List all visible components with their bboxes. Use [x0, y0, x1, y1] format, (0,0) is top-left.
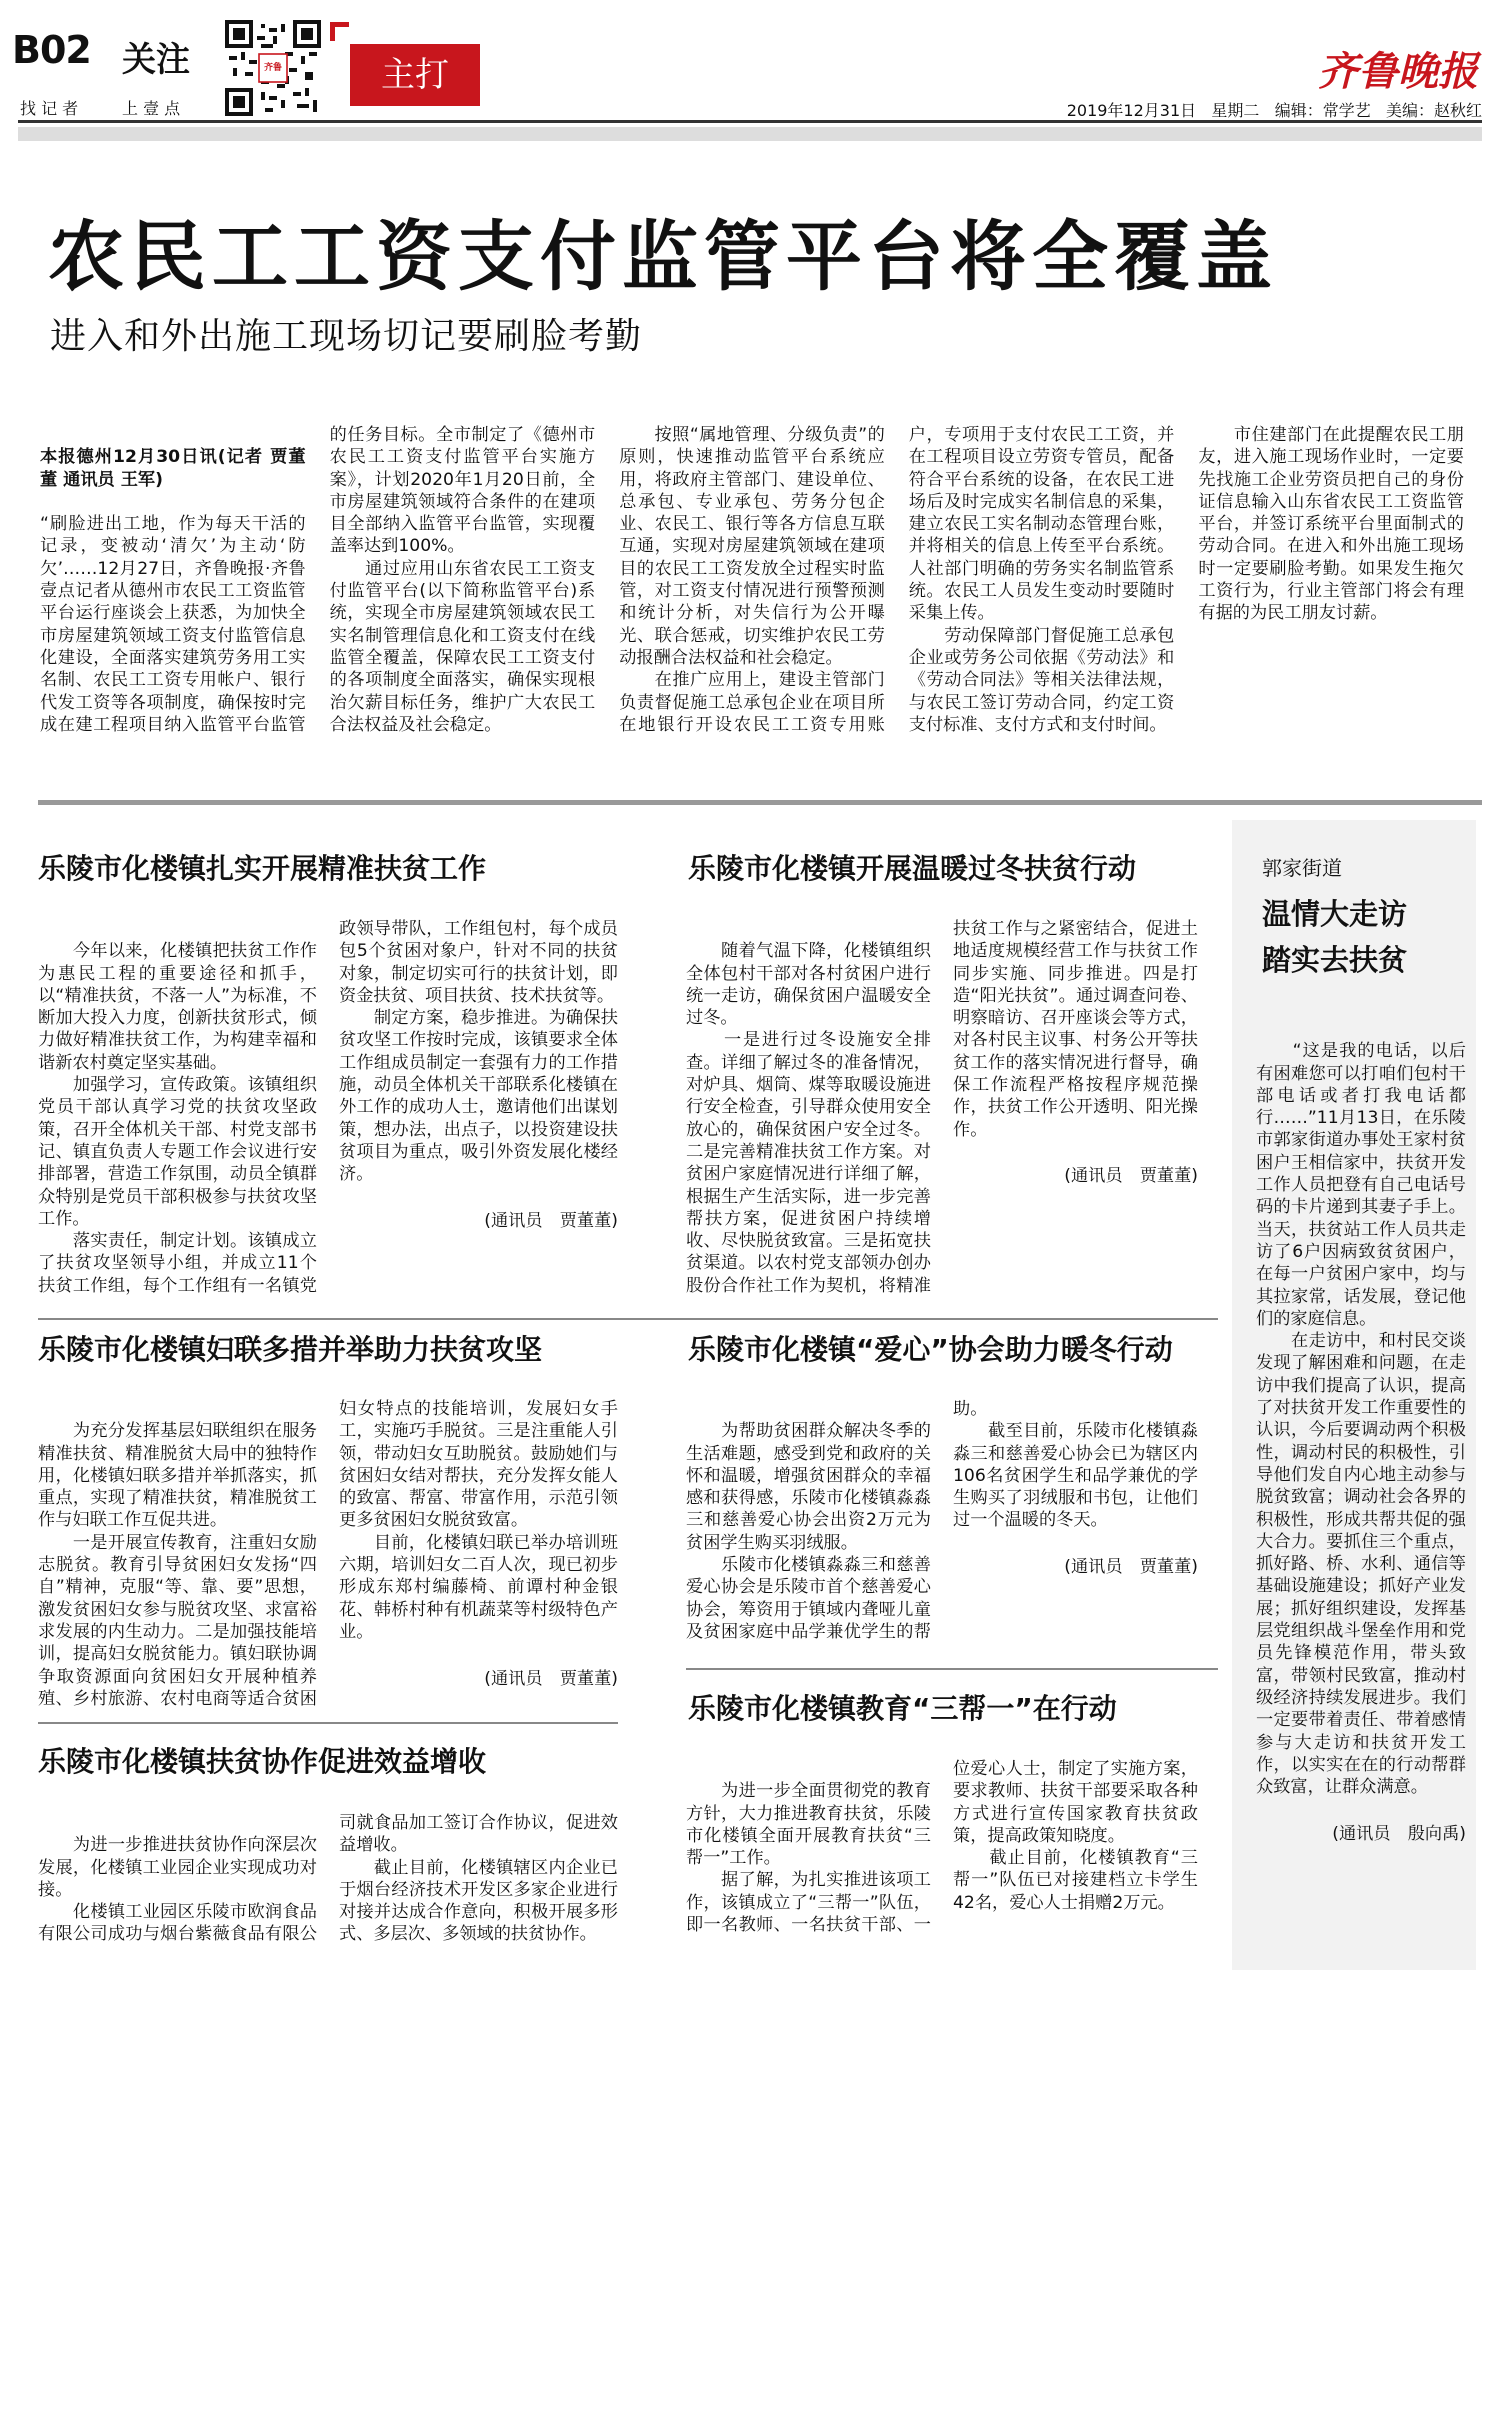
sidebar-title-1: 温情大走访 [1262, 897, 1408, 931]
article-5-body [38, 1812, 618, 1962]
issue-weekday: 星期二 [1211, 101, 1260, 120]
section-name: 关注 [122, 40, 190, 80]
article-4-credit: (通讯员 贾董董) [1064, 1557, 1198, 1578]
qr-code [225, 20, 321, 116]
article-4-body [686, 1398, 1198, 1658]
issue-editor: 编辑：常学艺 [1274, 101, 1371, 120]
article-1-credit: (通讯员 贾董董) [484, 1210, 618, 1231]
article-6-title: 乐陵市化楼镇教育“三帮一”在行动 [688, 1692, 1117, 1725]
newspaper-brand: 齐鲁晚报 [1318, 48, 1478, 95]
header-rule-shadow [18, 127, 1482, 141]
editor-line-left: 找 记 者 [20, 99, 79, 118]
lead-body [40, 424, 1464, 754]
lead-subtitle: 进入和外出施工现场切记要刷脸考勤 [50, 316, 643, 357]
lead-byline: 本报德州12月30日讯(记者 贾董董 通讯员 王军) [40, 447, 306, 490]
editor-line-right: 上 壹 点 [122, 99, 181, 118]
article-3-text: 为充分发挥基层妇联组织在服务精准扶贫、精准脱贫大局中的独特作用，化楼镇妇联多措并举抓落实，抓重点，实现了精准扶贫，精准脱贫工作与妇联工作互促共进。 一是开展宣传教育，注重妇女励志脱贫。教育引导贫困妇女发扬“四自”精神，克服“等、靠、要”思想，激发贫困妇女参与脱贫攻坚、求富裕求发展的内生动力。二是加强技能培训，提高妇女脱贫能力。镇妇联协调争取资源面向贫困妇女开展种植养殖、乡村旅游、农村电商等适合贫困妇女特点的技能培训，发展妇女手工，实施巧手脱贫。三是注重能人引领，带动妇女互助脱贫。鼓励她们与贫困妇女结对帮扶，充分发挥女能人的致富、帮富、带富作用，示范引领更多贫困妇女脱贫致富。 目前，化楼镇妇联已举办培训班六期，培训妇女二百人次，现已初步形成东郑村编藤椅、前谭村种金银花、韩桥村种有机蔬菜等村级特色产业。 [38, 1399, 618, 1709]
lead-divider [38, 800, 1482, 805]
article-3-credit: (通讯员 贾董董) [484, 1668, 618, 1689]
article-row2-divider-right [686, 1668, 1218, 1670]
article-2-body [686, 918, 1198, 1304]
article-6-body [686, 1758, 1198, 1958]
issue-info [1067, 98, 1482, 121]
article-1-title: 乐陵市化楼镇扎实开展精准扶贫工作 [38, 852, 487, 885]
sidebar-body [1256, 1018, 1466, 1958]
article-5-title: 乐陵市化楼镇扶贫协作促进效益增收 [38, 1745, 487, 1778]
article-6-text: 为进一步全面贯彻党的教育方针，大力推进教育扶贫，乐陵市化楼镇全面开展教育扶贫“三帮一”工作。 据了解，为扎实推进该项工作，该镇成立了“三帮一”队伍，即一名教师、一名扶贫干部、一位爱心人士，制定了实施方案，要求教师、扶贫干部要采取各种方式进行宣传国家教育扶贫政策，提高政策知晓度。 截止目前，化楼镇教育“三帮一”队伍已对接建档立卡学生42名，爱心人士捐赠2万元。 [686, 1759, 1198, 1936]
sidebar-credit: (通讯员 殷向禹) [1332, 1823, 1466, 1844]
tag-corner [330, 22, 349, 41]
article-4-title: 乐陵市化楼镇“爱心”协会助力暖冬行动 [688, 1333, 1173, 1366]
article-2-text: 随着气温下降，化楼镇组织全体包村干部对各村贫困户进行统一走访，确保贫困户温暖安全过冬。 一是进行过冬设施安全排查。详细了解过冬的准备情况，对炉具、烟筒、煤等取暖设施进行安全检查，引导群众使用安全放心的，确保贫困户安全过冬。二是完善精准扶贫工作方案。对贫困户家庭情况进行详细了解，根据生产生活实际，进一步完善帮扶方案，促进贫困户持续增收、尽快脱贫致富。三是拓宽扶贫渠道。以农村党支部领办创办股份合作社工作为契机，将精准扶贫工作与之紧密结合，促进土地适度规模经营工作与扶贫工作同步实施、同步推进。四是打造“阳光扶贫”。通过调查问卷、明察暗访、召开座谈会等方式，对各村民主议事、村务公开等扶贫工作的落实情况进行督导，确保工作流程严格按程序规范操作，扶贫工作公开透明、阳光操作。 [686, 919, 1198, 1296]
sidebar-text: “这是我的电话，以后有困难您可以打咱们包村干部电话或者打我电话都行……”11月13日，在乐陵市郭家街道办事处王家村贫困户王相信家中，扶贫开发工作人员把登有自己电话号码的卡片递到其妻子手上。当天，扶贫站工作人员共走访了6户因病致贫贫困户，在每一户贫困户家中，均与其拉家常，话发展，登记他们的家庭信息。 在走访中，和村民交谈发现了解困难和问题，在走访中我们提高了认识，提高了对扶贫开发工作重要性的认识，今后要调动两个积极性，调动村民的积极性，引导他们发自内心地主动参与脱贫致富；调动社会各界的积极性，形成共帮共促的强大合力。要抓住三个重点，抓好路、桥、水利、通信等基础设施建设；抓好产业发展；抓好组织建设，发挥基层党组织战斗堡垒作用和党员先锋模范作用，带头致富，带领村民致富，推动村级经济持续发展进步。我们一定要带着责任、带着感情参与大走访和扶贫开发工作，以实实在在的行动帮群众致富，让群众满意。 [1256, 1041, 1466, 1798]
article-row2-divider-left [38, 1722, 618, 1724]
article-2-title: 乐陵市化楼镇开展温暖过冬扶贫行动 [688, 852, 1137, 885]
tag-main: 主打 [350, 44, 480, 106]
issue-date: 2019年12月31日 [1066, 101, 1197, 120]
lead-text: “刷脸进出工地，作为每天干活的记录，变被动‘清欠’为主动‘防欠’……12月27日，齐鲁晚报·齐鲁壹点记者从德州市农民工工资监管平台运行座谈会上获悉，为加快全市房屋建筑领域工资支付监管信息化建设，全面落实建筑劳务用工实名制、农民工工资专用帐户、银行代发工资等各项制度，确保按时完成在建工程项目纳入监管平台监管的任务目标。全市制定了《德州市农民工工资支付监管平台实施方案》，计划2020年1月20日前，全市房屋建筑领域符合条件的在建项目全部纳入监管平台监管，实现覆盖率达到100%。 通过应用山东省农民工工资支付监管平台(以下简称监管平台)系统，实现全市房屋建筑领域农民工实名制管理信息化和工资支付在线监管全覆盖，保障农民工工资支付的各项制度全面落实，确保实现根治欠薪目标任务，维护广大农民工合法权益及社会稳定。 按照“属地管理、分级负责”的原则，快速推动监管平台系统应用，将政府主管部门、建设单位、总承包、专业承包、劳务分包企业、农民工、银行等各方信息互联互通，实现对房屋建筑领域在建项目的农民工工资发放全过程实时监管，对工资支付情况进行预警预测和统计分析，对失信行为公开曝光、联合惩戒，切实维护农民工劳动报酬合法权益和社会稳定。 在推广应用上，建设主管部门负责督促施工总承包企业在项目所在地银行开设农民工工资专用账户，专项用于支付农民工工资，并在工程项目设立劳资专管员，配备符合平台系统的设备，在农民工进场后及时完成实名制信息的采集，建立农民工实名制动态管理台账，并将相关的信息上传至平台系统。人社部门明确的劳务实名制监管系统。农民工人员发生变动时要随时采集上传。 劳动保障部门督促施工总承包企业或劳务公司依据《劳动法》和《劳动合同法》等相关法律法规，与农民工签订劳动合同，约定工资支付标准、支付方式和支付时间。 市住建部门在此提醒农民工朋友，进入施工现场作业时，一定要先找施工企业劳资员把自己的身份证信息输入山东省农民工工资监管平台，并签订系统平台里面制式的劳动合同。在进入和外出施工现场时一定要刷脸考勤。如果发生拖欠工资行为，行业主管部门将会有理有据的为民工朋友讨薪。 [40, 425, 1464, 735]
issue-designer: 美编：赵秋红 [1385, 101, 1482, 120]
article-4-text: 为帮助贫困群众解决冬季的生活难题，感受到党和政府的关怀和温暖，增强贫困群众的幸福感和获得感，乐陵市化楼镇淼淼三和慈善爱心协会出资2万元为贫困学生购买羽绒服。 乐陵市化楼镇淼淼三和慈善爱心协会是乐陵市首个慈善爱心协会，筹资用于镇域内聋哑儿童及贫困家庭中品学兼优学生的帮助。 截至目前，乐陵市化楼镇淼淼三和慈善爱心协会已为辖区内106名贫困学生和品学兼优的学生购买了羽绒服和书包，让他们过一个温暖的冬天。 [686, 1399, 1198, 1642]
article-5-text: 为进一步推进扶贫协作向深层次发展，化楼镇工业园企业实现成功对接。 化楼镇工业园区乐陵市欧润食品有限公司成功与烟台紫薇食品有限公司就食品加工签订合作协议，促进效益增收。 截止目前，化楼镇辖区内企业已于烟台经济技术开发区多家企业进行对接并达成合作意向，积极开展多形式、多层次、多领域的扶贫协作。 [38, 1813, 618, 1945]
sidebar-kicker: 郭家街道 [1262, 856, 1342, 880]
qr-badge: 齐鲁 [263, 63, 282, 73]
article-2-credit: (通讯员 贾董董) [1064, 1166, 1198, 1187]
article-1-text: 今年以来，化楼镇把扶贫工作作为惠民工程的重要途径和抓手，以“精准扶贫，不落一人”为标准，不断加大投入力度，创新扶贫形式，倾力做好精准扶贫工作，为构建幸福和谐新农村奠定坚实基础。 加强学习，宣传政策。该镇组织党员干部认真学习党的扶贫攻坚政策，召开全体机关干部、村党支部书记、镇直负责人专题工作会议进行安排部署，营造工作氛围，动员全镇群众特别是党员干部积极参与扶贫攻坚工作。 落实责任，制定计划。该镇成立了扶贫攻坚领导小组，并成立11个扶贫工作组，每个工作组有一名镇党政领导带队，工作组包村，每个成员包5个贫困对象户，针对不同的扶贫对象，制定切实可行的扶贫计划，即资金扶贫、项目扶贫、技术扶贫等。 制定方案，稳步推进。为确保扶贫攻坚工作按时完成，该镇要求全体工作组成员制定一套强有力的工作措施，动员全体机关干部联系化楼镇在外工作的成功人士，邀请他们出谋划策，想办法，出点子，以投资建设扶贫项目为重点，吸引外资发展化楼经济。 [38, 919, 618, 1296]
header-rule [18, 120, 1482, 123]
article-row1-divider [38, 1318, 1218, 1320]
article-1-body [38, 918, 618, 1304]
article-3-title: 乐陵市化楼镇妇联多措并举助力扶贫攻坚 [38, 1333, 543, 1366]
sidebar-title-2: 踏实去扶贫 [1262, 943, 1408, 977]
lead-headline: 农民工工资支付监管平台将全覆盖 [48, 212, 1278, 301]
page-number: B02 [12, 28, 91, 72]
article-3-body [38, 1398, 618, 1714]
